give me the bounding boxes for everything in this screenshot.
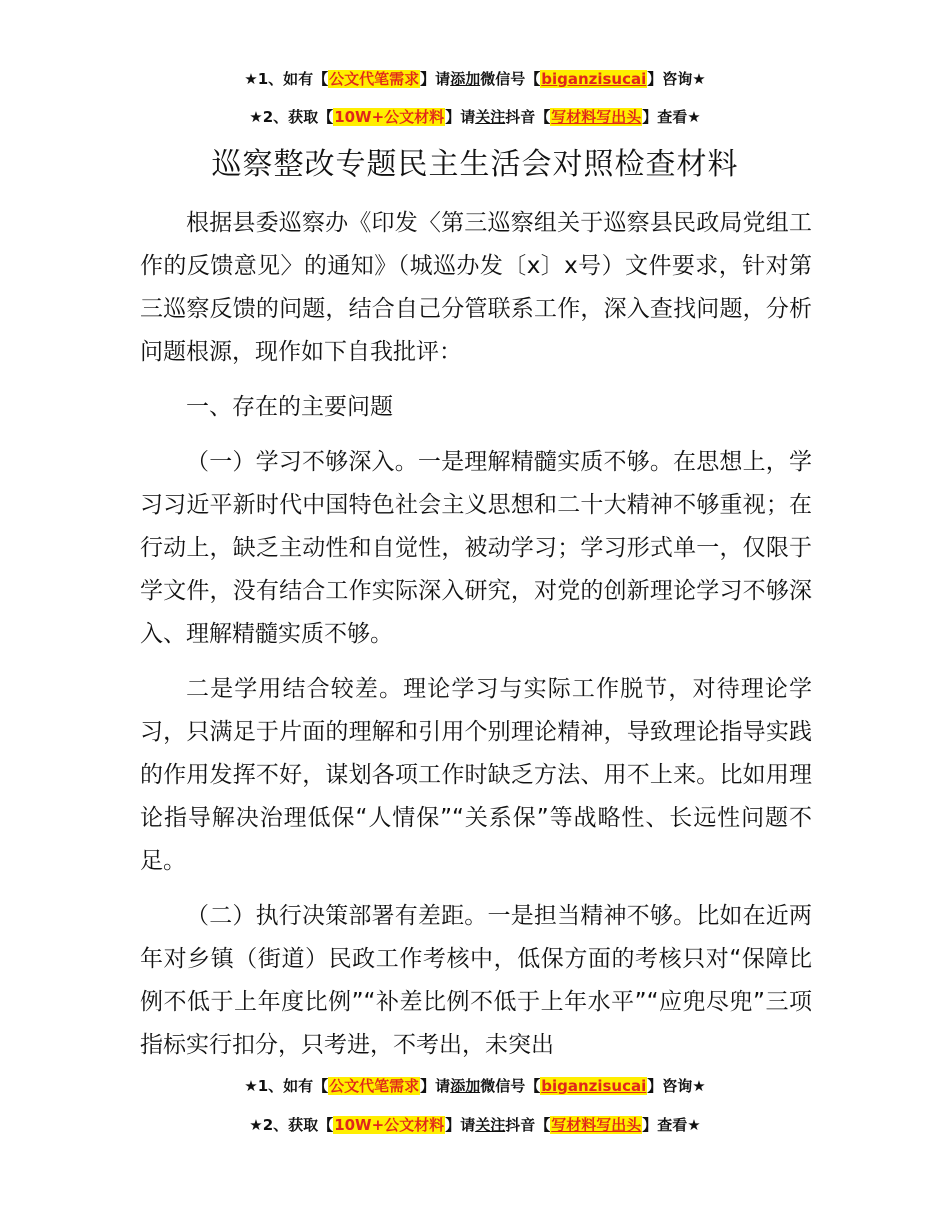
star-icon: ★ xyxy=(244,70,258,88)
douyin-account[interactable]: 写材料写出头 xyxy=(551,1116,642,1134)
header-promo-line-1: ★1、如有【公文代笔需求】请添加微信号【biganzisucai】咨询★ xyxy=(244,70,706,88)
paragraph-intro: 根据县委巡察办《印发〈第三巡察组关于巡察县民政局党组工作的反馈意见〉的通知》（城巡办发〔x〕x号）文件要求，针对第三巡察反馈的问题，结合自己分管联系工作，深入查找问题，分析问题根源，现作如下自我批评： xyxy=(140,210,812,365)
section-heading: 一、存在的主要问题 xyxy=(186,394,393,420)
highlight-materials: 10W+公文材料 xyxy=(334,108,445,126)
star-icon: ★ xyxy=(244,1077,258,1095)
paragraph-application: 二是学用结合较差。理论学习与实际工作脱节，对待理论学习，只满足于片面的理解和引用个别理论精神，导致理论指导实践的作用发挥不好，谋划各项工作时缺乏方法、用不上来。比如用理论指导解决治理低保“人情保”“关系保”等战略性、长远性问题不足。 xyxy=(140,676,812,874)
paragraph-execution: （二）执行决策部署有差距。一是担当精神不够。比如在近两年对乡镇（街道）民政工作考核中，低保方面的考核只对“保障比例不低于上年度比例”“补差比例不低于上年水平”“应兜尽兜”三项指标实行扣分，只考进，不考出，未突出 xyxy=(140,903,812,1058)
highlight-materials: 10W+公文材料 xyxy=(334,1116,445,1134)
footer-promo-line-2: ★2、获取【10W+公文材料】请关注抖音【写材料写出头】查看★ xyxy=(249,1116,701,1134)
paragraph-learning: （一）学习不够深入。一是理解精髓实质不够。在思想上，学习习近平新时代中国特色社会主义思想和二十大精神不够重视；在行动上，缺乏主动性和自觉性，被动学习；学习形式单一，仅限于学文件，没有结合工作实际深入研究，对党的创新理论学习不够深入、理解精髓实质不够。 xyxy=(140,449,812,647)
douyin-account[interactable]: 写材料写出头 xyxy=(551,108,642,126)
wechat-id[interactable]: biganzisucai xyxy=(541,1077,647,1095)
footer-promo-line-1: ★1、如有【公文代笔需求】请添加微信号【biganzisucai】咨询★ xyxy=(244,1077,706,1095)
wechat-id[interactable]: biganzisucai xyxy=(541,70,647,88)
star-icon: ★ xyxy=(249,1116,263,1134)
star-icon: ★ xyxy=(249,108,263,126)
highlight-ghostwriting: 公文代笔需求 xyxy=(329,1077,420,1095)
document-title: 巡察整改专题民主生活会对照检查材料 xyxy=(211,147,739,182)
highlight-ghostwriting: 公文代笔需求 xyxy=(329,70,420,88)
header-promo-line-2: ★2、获取【10W+公文材料】请关注抖音【写材料写出头】查看★ xyxy=(249,108,701,126)
document-body xyxy=(140,202,812,1067)
